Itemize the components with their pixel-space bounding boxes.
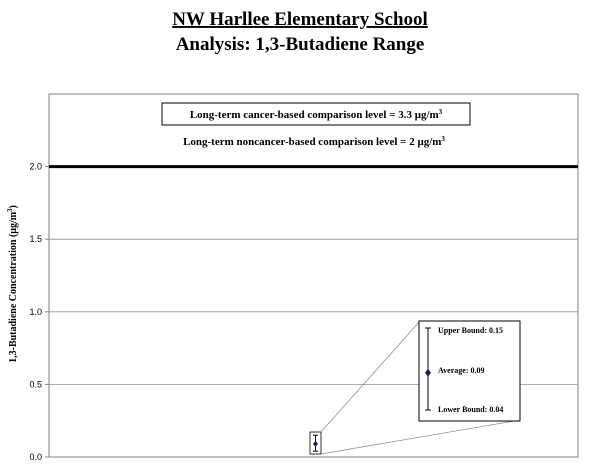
cancer-comparison-label: Long-term cancer-based comparison level = 3.3 $\mu g/m^3$ xyxy=(189,108,443,121)
chart-title: NW Harllee Elementary School xyxy=(172,9,428,30)
zoom-upper-bound-label: Upper Bound: 0.15 xyxy=(438,326,503,335)
y-tick-label: 0.5 xyxy=(29,379,42,390)
y-tick-label: 0.0 xyxy=(29,452,42,462)
y-axis-ticks xyxy=(29,162,49,462)
zoom-average-label: Average: 0.09 xyxy=(438,366,485,375)
zoom-lower-bound-label: Lower Bound: 0.04 xyxy=(438,405,504,414)
y-tick-label: 1.5 xyxy=(29,234,42,245)
y-tick-label: 1.0 xyxy=(29,306,42,317)
y-tick-label: 2.0 xyxy=(29,161,42,172)
noncancer-comparison-label: Long-term noncancer-based comparison level = 2 $\mu g/m^3$ xyxy=(183,135,445,148)
chart-subtitle: Analysis: 1,3-Butadiene Range xyxy=(175,34,425,55)
y-axis-label: 1,3-Butadiene Concentration $(\mu g/m^3)$ xyxy=(6,205,19,363)
